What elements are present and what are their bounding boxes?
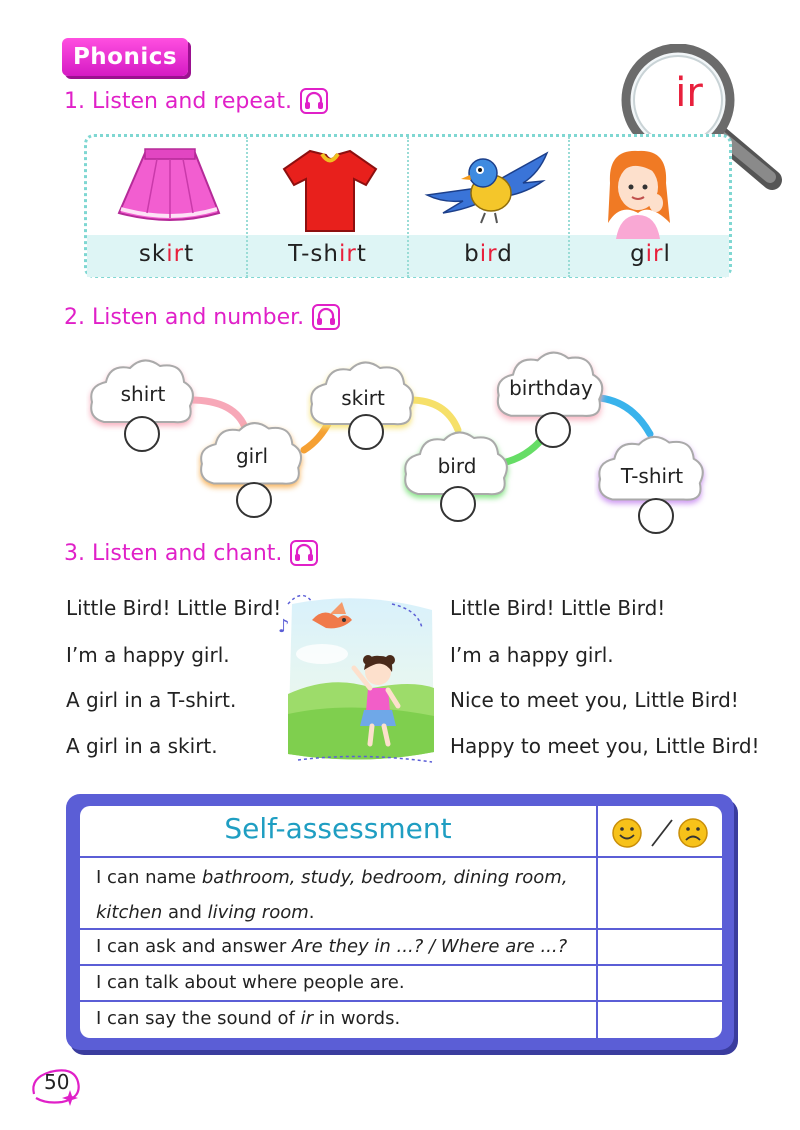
word-bird: bird [464,241,513,267]
cloud-label-skirt: skirt [341,386,385,410]
chant-right-line-4: Happy to meet you, Little Bird! [450,734,760,758]
assessment-row-3 [80,964,722,993]
number-circle-shirt[interactable] [124,416,160,452]
assessment-row-4-text: I can say the sound of ir in words. [96,1008,401,1029]
word-girl: girl [630,241,671,267]
chant-left-line-1: Little Bird! Little Bird! [66,596,282,620]
chant-right-line-2: I’m a happy girl. [450,643,614,667]
number-circle-birthday[interactable] [535,412,571,448]
section-1-title-text: 1. Listen and repeat. [64,88,292,114]
word-skirt: skirt [138,241,195,267]
number-circle-skirt[interactable] [348,414,384,450]
assessment-row-2 [80,928,722,957]
number-circle-bird[interactable] [440,486,476,522]
headphones-icon[interactable] [290,540,318,566]
rating-cell-2[interactable] [598,930,722,964]
section-3-title-text: 3. Listen and chant. [64,540,283,566]
rating-cell-3[interactable] [598,966,722,1000]
section-2-title-text: 2. Listen and number. [64,304,305,330]
phonics-badge: Phonics [62,38,188,76]
assessment-row-1 [80,856,722,923]
smile-frown-icon [610,816,710,850]
chant-left-line-4: A girl in a skirt. [66,734,218,758]
assessment-row-4 [80,1000,722,1029]
cloud-label-shirt: shirt [120,382,166,406]
chant-right-line-3: Nice to meet you, Little Bird! [450,688,739,712]
rating-cell-4[interactable] [598,1002,722,1038]
assessment-row-3-text: I can talk about where people are. [96,972,405,993]
assessment-row-1-text: I can name bathroom, study, bedroom, dining room, kitchen and living room. [96,867,568,923]
number-circle-t-shirt[interactable] [638,498,674,534]
svg-text:♪: ♪ [278,616,290,637]
chant-left-line-3: A girl in a T-shirt. [66,688,237,712]
cloud-label-bird: bird [437,454,477,478]
page-number: 50 [44,1070,70,1094]
word-t-shirt: T-shirt [288,241,367,267]
assessment-row-2-text: I can ask and answer Are they in ...? / Where are ...? [96,936,568,957]
chant-right-line-1: Little Bird! Little Bird! [450,596,666,620]
cloud-label-birthday: birthday [509,376,593,400]
cloud-label-t-shirt: T-shirt [620,464,684,488]
self-assessment-title: Self-assessment [224,812,452,845]
rating-cell-1[interactable] [598,858,722,928]
chant-left-line-2: I’m a happy girl. [66,643,230,667]
number-circle-girl[interactable] [236,482,272,518]
self-assessment-table [80,806,722,1038]
section-3-title [64,540,318,566]
sound-focus: ir [675,70,703,116]
cloud-label-girl: girl [235,444,269,468]
girl-and-bird-illustration [272,584,442,774]
